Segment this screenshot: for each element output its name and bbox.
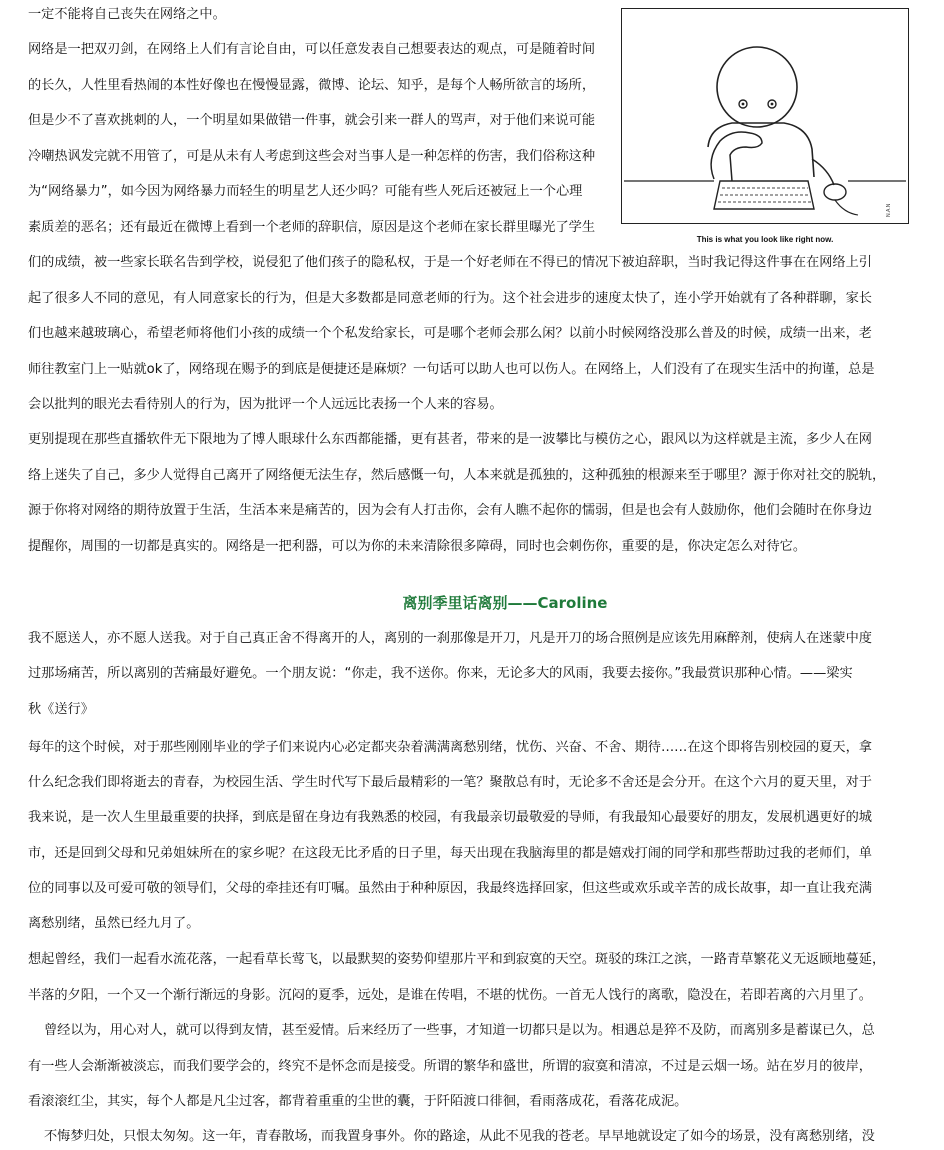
text-line: 更别提现在那些直播软件无下限地为了博人眼球什么东西都能播，更有甚者，带来的是一波攀比与模仿之心，跟风以为这样就是主流，多少人在网 [28, 432, 872, 447]
text-line: 一定不能将自己丧失在网络之中。 [28, 7, 226, 22]
text-line: 但是少不了喜欢挑刺的人，一个明星如果做错一件事，就会引来一群人的骂声，对于他们来说可能 [28, 113, 596, 128]
section-title: 离别季里话离别——Caroline [402, 594, 608, 612]
text-line: 为“网络暴力”，如今因为网络暴力而轻生的明星艺人还少吗？可能有些人死后还被冠上一个心理 [28, 184, 583, 199]
text-line: 素质差的恶名；还有最近在微博上看到一个老师的辞职信，原因是这个老师在家长群里曝光了学生 [28, 220, 596, 235]
text-line: 秋《送行》 [28, 702, 94, 717]
comic-drawing [622, 9, 908, 223]
text-line: 师往教室门上一贴就ok了，网络现在赐予的到底是便捷还是麻烦？一句话可以助人也可以伤人。在网络上，人们没有了在现实生活中的拘谨，总是 [28, 362, 875, 377]
text-line: 我不愿送人，亦不愿人送我。对于自己真正舍不得离开的人，离别的一刹那像是开刀，凡是开刀的场合照例是应该先用麻醉剂，使病人在迷蒙中度 [28, 631, 872, 646]
text-line: 每年的这个时候，对于那些刚刚毕业的学子们来说内心必定都夹杂着满满离愁别绪，忧伤、兴奋、不舍、期待……在这个即将告别校园的夏天，拿 [28, 740, 872, 755]
text-line: 不悔梦归处，只恨太匆匆。这一年，青春散场，而我置身事外。你的路途，从此不见我的苍老。早早地就设定了如今的场景，没有离愁别绪，没 [44, 1129, 875, 1144]
text-line: 们的成绩，被一些家长联名告到学校，说侵犯了他们孩子的隐私权，于是一个好老师在不得已的情况下被迫辞职，当时我记得这件事在在网络上引 [28, 255, 872, 270]
body-outline [708, 123, 814, 177]
text-line: 的长久，人性里看热闹的本性好像也在慢慢显露，微博、论坛、知乎，是每个人畅所欲言的场所， [28, 78, 596, 93]
text-line: 源于你将对网络的期待放置于生活，生活本来是痛苦的，因为会有人打击你，会有人瞧不起你的懦弱，但是也会有人鼓励你，他们会随时在你身边 [28, 503, 872, 518]
text-line: 离愁别绪，虽然已经九月了。 [28, 916, 200, 931]
text-line: 络上迷失了自己，多少人觉得自己离开了网络便无法生存，然后感慨一句，人本来就是孤独的，这种孤独的根源来至于哪里？源于你对社交的脱轨， [28, 468, 886, 483]
comic-figure [621, 8, 909, 244]
mouse [824, 184, 846, 200]
figure-caption: This is what you look like right now. [696, 235, 834, 244]
text-line: 半落的夕阳，一个又一个渐行渐远的身影。沉闷的夏季，远处，是谁在传唱，不堪的忧伤。一首无人饯行的离歌，隐没在，若即若离的六月里了。 [28, 988, 872, 1003]
text-line: 有一些人会渐渐被淡忘，而我们要学会的，终究不是怀念而是接受。所谓的繁华和盛世，所谓的寂寞和清凉，不过是云烟一场。站在岁月的彼岸， [28, 1059, 872, 1074]
text-line: 市，还是回到父母和兄弟姐妹所在的家乡呢？在这段无比矛盾的日子里，每天出现在我脑海里的都是嬉戏打闹的同学和那些帮助过我的老师们，单 [28, 846, 872, 861]
left-arm [711, 132, 762, 181]
text-line: 看滚滚红尘，其实，每个人都是凡尘过客，都背着重重的尘世的囊，于阡陌渡口徘徊，看雨落成花，看落花成泥。 [28, 1094, 688, 1109]
left-pupil [742, 103, 745, 106]
text-line: 会以批判的眼光去看待别人的行为，因为批评一个人远远比表扬一个人来的容易。 [28, 397, 503, 412]
text-line: 提醒你，周围的一切都是真实的。网络是一把利器，可以为你的未来清除很多障碍，同时也会刺伤你，重要的是，你决定怎么对待它。 [28, 539, 807, 554]
mouse-cord [835, 200, 858, 215]
text-line: 我来说，是一次人生里最重要的抉择，到底是留在身边有我熟悉的校园，有我最亲切最敬爱的导师，有我最知心最要好的朋友，发展机遇更好的城 [28, 810, 872, 825]
text-line: 位的同事以及可爱可敬的领导们，父母的牵挂还有叮嘱。虽然由于种种原因，我最终选择回家，但这些或欢乐或辛苦的成长故事，却一直让我充满 [28, 881, 872, 896]
head-outline [717, 47, 797, 127]
text-line: 网络是一把双刃剑，在网络上人们有言论自由，可以任意发表自己想要表达的观点，可是随着时间 [28, 42, 596, 57]
text-line: 们也越来越玻璃心，希望老师将他们小孩的成绩一个个私发给家长，可是哪个老师会那么闲？以前小时候网络没那么普及的时候，成绩一出来，老 [28, 326, 872, 341]
text-line: 想起曾经，我们一起看水流花落，一起看草长莺飞，以最默契的姿势仰望那片平和到寂寞的天空。斑驳的珠江之滨，一路青草繁花义无返顾地蔓延， [28, 952, 886, 967]
text-line: 什么纪念我们即将逝去的青春，为校园生活、学生时代写下最后最精彩的一笔？聚散总有时，无论多不舍还是会分开。在这个六月的夏天里，对于 [28, 775, 872, 790]
keyboard [714, 181, 814, 209]
text-line: 曾经以为，用心对人，就可以得到友情，甚至爱情。后来经历了一些事，才知道一切都只是以为。相遇总是猝不及防，而离别多是蓄谋已久，总 [44, 1023, 875, 1038]
text-line: 过那场痛苦，所以离别的苦痛最好避免。一个朋友说：“你走，我不送你。你来，无论多大的风雨，我要去接你。”我最赏识那种心情。——梁实 [28, 666, 853, 681]
right-pupil [771, 103, 774, 106]
text-line: 起了很多人不同的意见，有人同意家长的行为，但是大多数都是同意老师的行为。这个社会进步的速度太快了，连小学开始就有了各种群聊，家长 [28, 291, 872, 306]
artist-signature: N.A.N [886, 203, 892, 217]
text-line: 冷嘲热讽发完就不用管了，可是从未有人考虑到这些会对当事人是一种怎样的伤害，我们俗称这种 [28, 149, 596, 164]
right-arm [812, 159, 834, 185]
